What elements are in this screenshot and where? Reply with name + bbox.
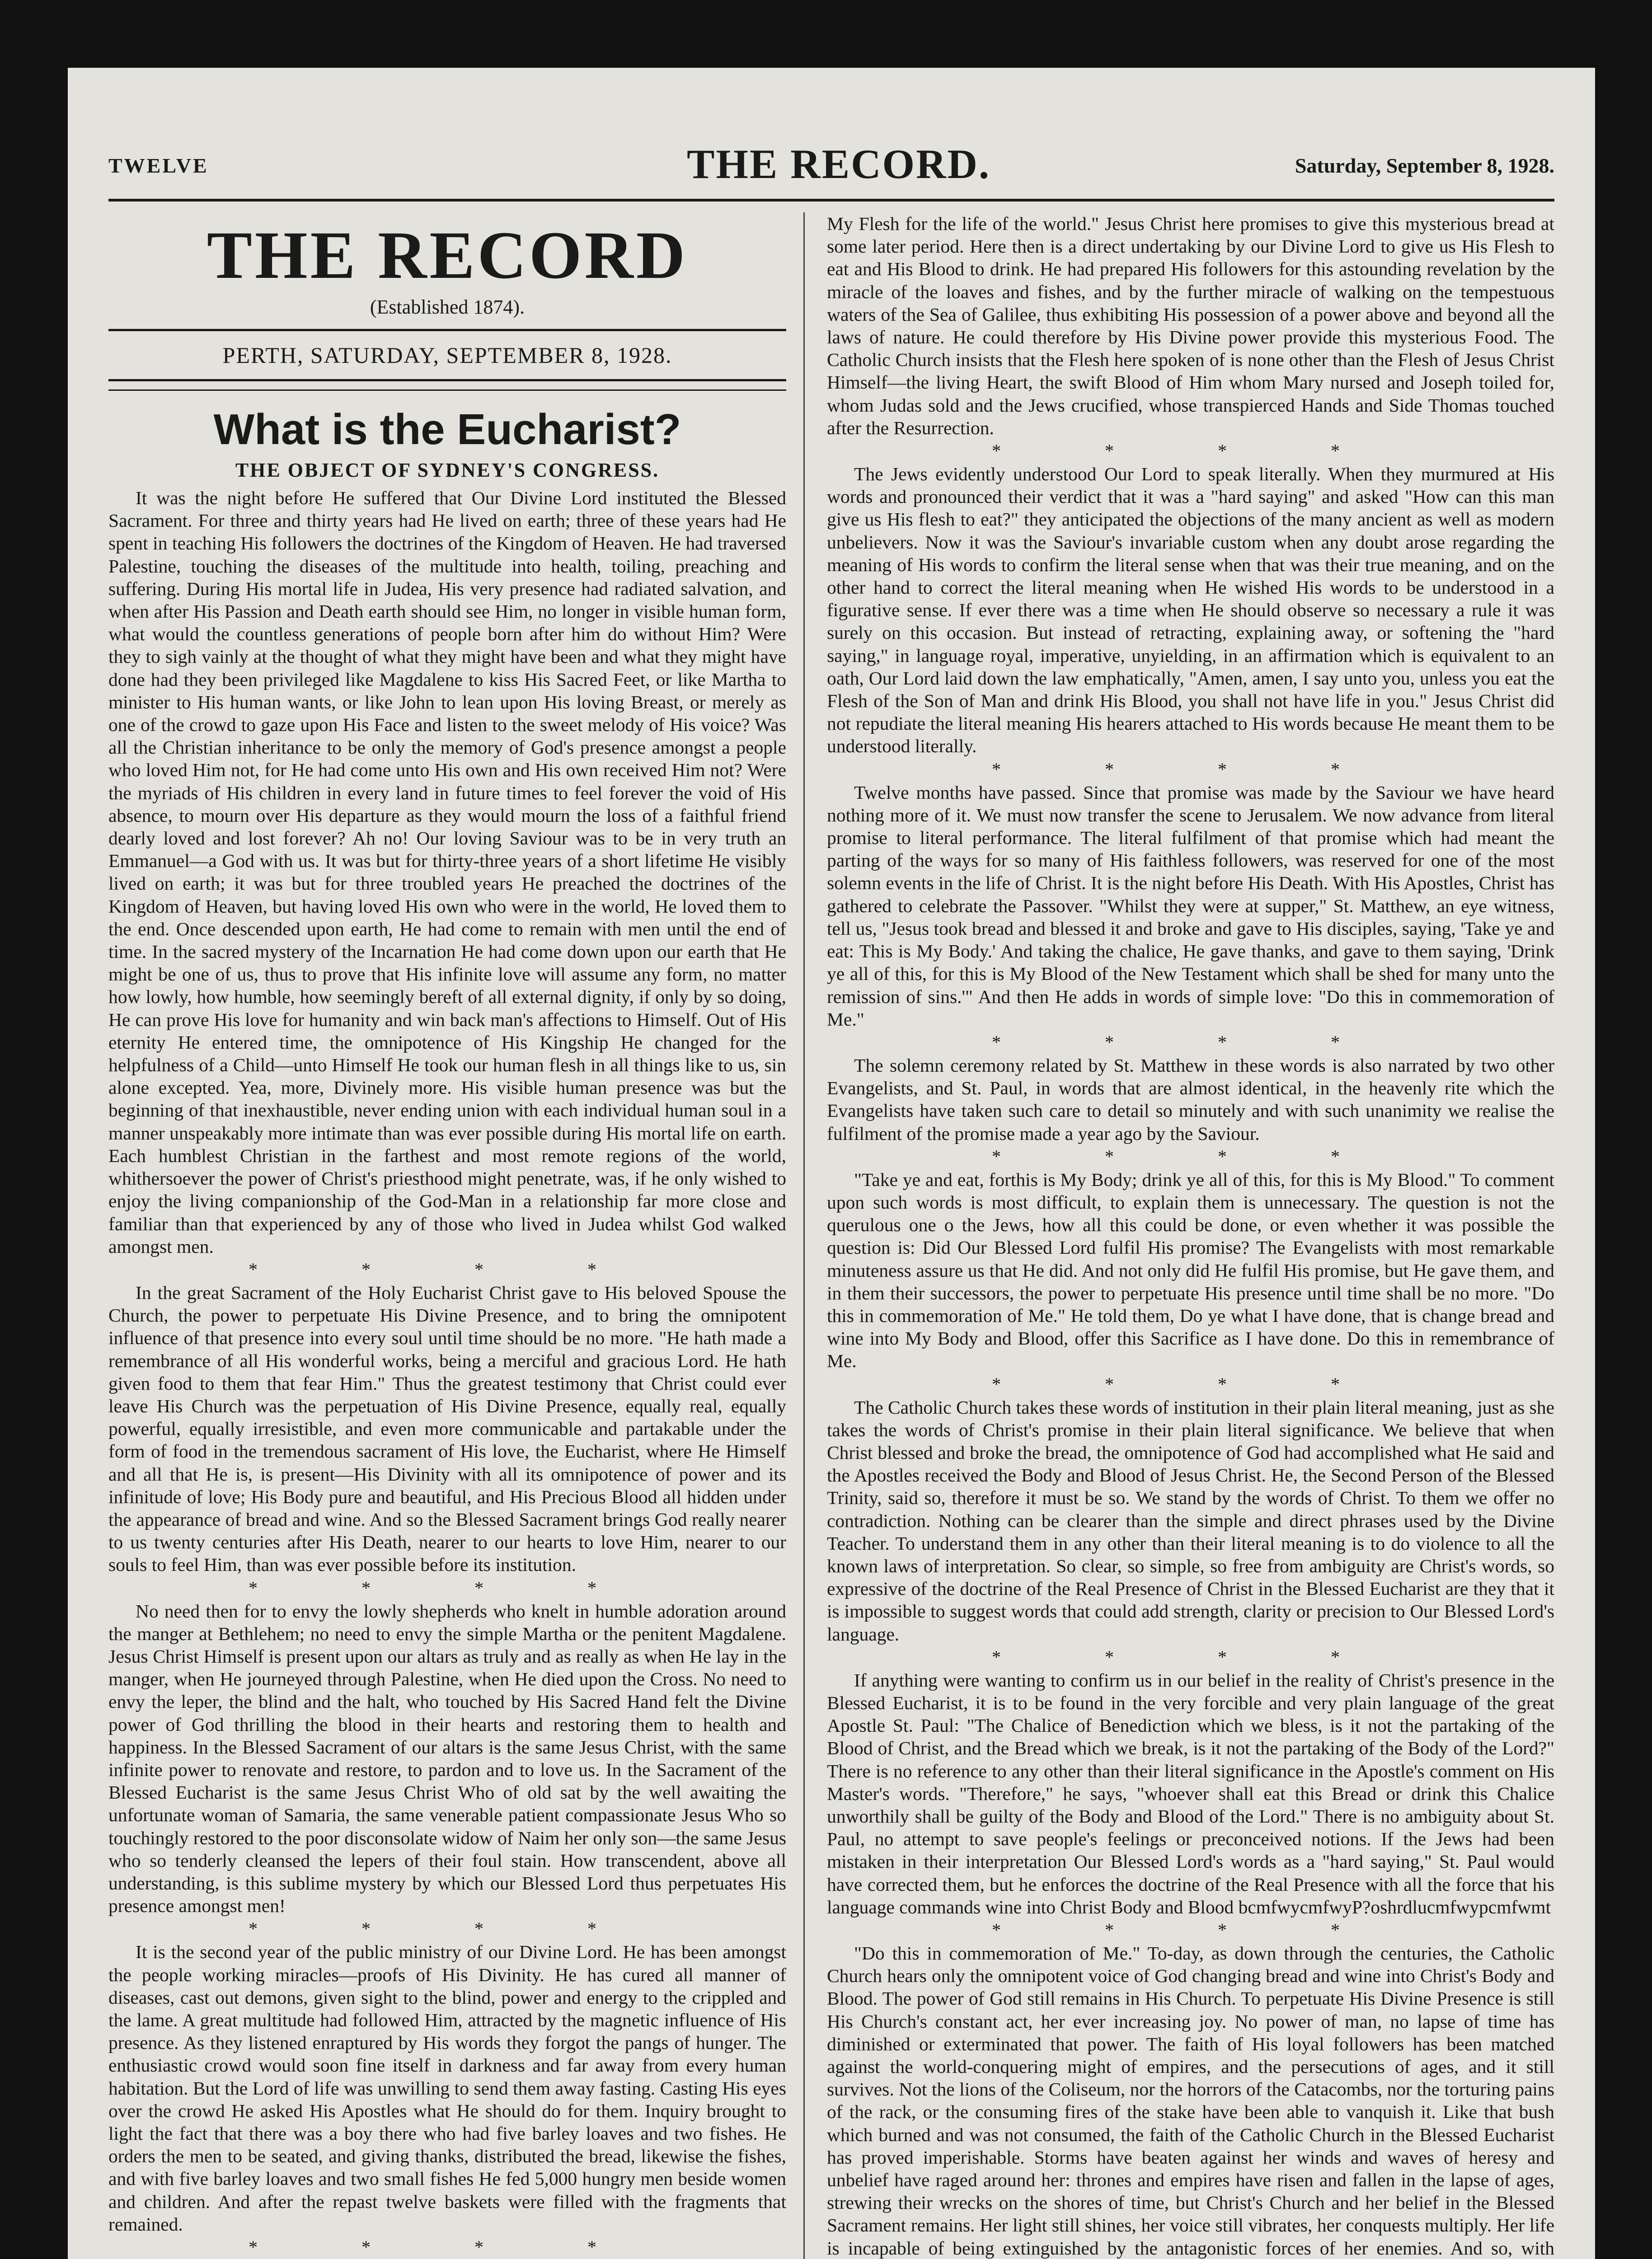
section-separator: * * * * (992, 1646, 1389, 1667)
article-paragraph: It is the second year of the public ministry of our Divine Lord. He has been amongst the people working miracles—proofs of His Divinity. He has cured all manner of diseases, cast out demons, given sight to the blind, power and energy to the crippled and the lame. A great multitude had followed Him, attracted by the magnetic influence of His presence. As they listened enraptured by His words they forgot the pangs of hunger. The enthusiastic crowd would soon fine itself in darkness and far away from every human habitation. But the Lord of life was unwilling to send them away fasting. Casting His eyes over the crowd He asked His Apostles what He should do for them. Inquiry brought to light the fact that there was a boy there who had five barley loaves and two fishes. He orders the men to be seated, and giving thanks, distributed the bread, likewise the fishes, and with five barley loaves and two small fishes He fed 5,000 hungry men beside women and children. And after the repast twelve baskets were filled with the fragments that remained. (108, 1941, 786, 2235)
masthead-title: THE RECORD (206, 218, 688, 293)
article-paragraph: If anything were wanting to confirm us in our belief in the reality of Christ's presence in the Blessed Eucharist, it is to be found in the very forcible and very plain language of the great Apostle St. Paul: "The Chalice of Benediction which we bless, is it not the partaking of the Blood of Christ, and the Bread which we break, is it not the partaking of the Body of the Lord?" There is no reference to any other than their literal significance in the Apostle's comment on His Master's words. "Therefore," he says, "whoever shall eat this Bread or drink this Chalice unworthily shall be guilty of the Body and Blood of the Lord." There is no ambiguity about St. Paul, no attempt to save people's feelings or preconceived notions. If the Jews had been mistaken in their interpretation Our Blessed Lord's words as a "hard saying," St. Paul would have corrected them, but he enforces the doctrine of the Real Presence with all the force that his language commands wine into Christ Body and Blood bcmfwycmfwyP?oshrdlucmfwypcmfwmt (827, 1669, 1554, 1917)
page-number: TWELVE (108, 154, 209, 177)
section-separator: * * * * (992, 1920, 1389, 1940)
article-paragraph: The Catholic Church takes these words of institution in their plain literal meaning, just as she takes the words of Christ's promise in their plain literal significance. We believe that when Christ blessed and broke the bread, the omnipotence of God had accomplished what He said and the Apostles received the Body and Blood of Jesus Christ. He, the Second Person of the Blessed Trinity, said so, therefore it must be so. We stand by the words of Christ. To them we offer no contradiction. Nothing can be clearer than the simple and direct phrases used by the Divine Teacher. To understand them in any other than their literal meaning is to do violence to all the known laws of interpretation. So clear, so simple, so free from ambiguity are Christ's words, so expressive of the doctrine of the Real Presence of Christ in the Blessed Eucharist are they that it is impossible to suggest words that could add strength, clarity or precision to Our Blessed Lord's language. (827, 1397, 1554, 1645)
running-date: Saturday, September 8, 1928. (1295, 154, 1554, 177)
top-rule (108, 199, 1554, 202)
section-separator: * * * * (249, 1259, 646, 1279)
left-column (108, 212, 786, 2259)
section-separator: * * * * (992, 759, 1389, 779)
article-paragraph: My Flesh for the life of the world." Jesus Christ here promises to give this mysterious bread at some later period. Here then is a direct undertaking by our Divine Lord to give us His Flesh to eat and His Blood to drink. He had prepared His followers for this astounding revelation by the miracle of the loaves and fishes, and by the further miracle of walking on the tempestuous waters of the Sea of Galilee, thus exhibiting His possession of a power above and beyond all the laws of nature. He could therefore by His Divine power provide this mysterious Food. The Catholic Church insists that the Flesh here spoken of is none other than the Flesh of Jesus Christ Himself—the living Heart, the swift Blood of Him whom Mary nursed and Joseph toiled for, whom Judas sold and the Jews crucified, whose transpierced Hands and Side Thomas touched after the Resurrection. (827, 213, 1554, 438)
section-separator: * * * * (992, 441, 1389, 461)
article-paragraph: It was the night before He suffered that Our Divine Lord instituted the Blessed Sacrament. For three and thirty years had He lived on earth; three of these years had He spent in teaching His followers the doctrines of the Kingdom of Heaven. He had traversed Palestine, touching the diseases of the multitude into health, toiling, preaching and suffering. During His mortal life in Judea, His very presence had radiated salvation, and when after His Passion and Death earth should see Him, no longer in visible human form, what would the countless generations of people born after him do without Him? Were they to sigh vainly at the thought of what they might have been and what they might have done had they been privileged like Magdalene to kiss His Sacred Feet, or like Martha to minister to His human wants, or like John to lean upon His loving Breast, or merely as one of the crowd to gaze upon His Face and listen to the sweet melody of His voice? Was all the Christian inheritance to be only the memory of God's presence amongst a people who loved Him not, for He had come unto His own and His own received Him not? Were the myriads of His children in every land in future times to feel forever the void of His absence, to mourn over His departure as they would mourn the loss of a faithful friend dearly loved and lost forever? Ah no! Our loving Saviour was to be in very truth an Emmanuel—a God with us. It was but for thirty-three years of a short lifetime He visibly lived on earth; it was but for three troubled years He preached the doctrines of the Kingdom of Heaven, but having loved His own who were in the world, He loved them to the end. Once descended upon earth, He had come to remain with men until the end of time. In the sacred mystery of the Incarnation He had come down upon our earth that He might be one of us, thus to prove that His infinite love will assume any form, no matter how lowly, how humble, how seemingly bereft of all external dignity, if only by so doing, He can prove His love for humanity and win back man's affections to Himself. Out of His eternity He entered time, the omnipotence of His Kingship He changed for the helpfulness of a Child—unto Himself He took our human flesh in all things like to us, sin alone excepted. Yea, more, Divinely more. His visible human presence was but the beginning of that inexhaustible, never ending union with each individual human soul in a manner unspeakably more intimate than was ever possible during His mortal life on earth. Each humblest Christian in the farthest and most remote regions of the world, whithersoever the power of Christ's priesthood might penetrate, was, if he only wished to enjoy the living companionship of the God-Man in a relationship far more close and familiar than that experienced by any of those who lived in Judea whilst God walked amongst men. (108, 487, 786, 1257)
dateline-rule-thin (108, 389, 786, 391)
article-paragraph: "Do this in commemoration of Me." To-day, as down through the centuries, the Catholic Church hears only the omnipotent voice of God changing bread and wine into Christ's Body and Blood. The power of God still remains in His Church. To perpetuate His Divine Presence is still His Church's constant act, her ever increasing joy. No power of man, no lapse of time has diminished or exterminated that power. The faith of His loyal followers has been matched against the world-conquering might of empires, and the persecutions of ages, and it still survives. Not the lions of the Coliseum, nor the horrors of the Catacombs, nor the torturing pains of the rack, or the consuming fires of the stake have been able to vanquish it. Like that bush which burned and was not consumed, the faith of the Catholic Church in the Blessed Eucharist has proved imperishable. Storms have beaten against her winds and waves of heresy and unbelief have raged around her: thrones and empires have risen and fallen in the lapse of ages, strewing their wrecks on the shores of time, but Christ's Church and her belief in the Blessed Sacrament remains. Her light still shines, her voice still vibrates, her conquests multiply. Her life is incapable of being extinguished by the antagonistic forces of her enemies. And so, with (827, 1943, 1554, 2259)
article-paragraph: In the great Sacrament of the Holy Eucharist Christ gave to His beloved Spouse the Church, the power to perpetuate His Divine Presence, and to bring the omnipotent influence of that presence into every soul until time should be no more. "He hath made a remembrance of all His wonderful works, being a merciful and gracious Lord. He hath given food to them that fear Him." Thus the greatest testimony that Christ could ever leave His Church was the perpetuation of His Divine Presence, equally real, equally powerful, equally irresistible, and even more communicable and partakable under the form of food in the tremendous sacrament of His love, the Eucharist, where He Himself and all that He is, is present—His Divinity with all its omnipotence of power and its infinitude of love; His Body pure and beautiful, and His Precious Blood all hidden under the appearance of bread and wine. And so the Blessed Sacrament brings God really nearer to us twenty centuries after His Death, nearer to our hearts to love Him, nearer to our souls to feel Him, than was ever possible before its institution. (108, 1282, 786, 1575)
section-separator: * * * * (992, 1146, 1389, 1167)
section-separator: * * * * (249, 2237, 646, 2258)
running-head (108, 140, 1554, 194)
running-paper-name: THE RECORD. (687, 141, 990, 187)
article-paragraph: The solemn ceremony related by St. Matthew in these words is also narrated by two other Evangelists, and St. Paul, in words that are almost identical, in the heavenly rite which the Evangelists have taken such care to detail so minutely and with such unanimity we realise the fulfilment of the promise made a year ago by the Saviour. (827, 1055, 1554, 1144)
article-subhead: THE OBJECT OF SYDNEY'S CONGRESS. (235, 459, 660, 481)
section-separator: * * * * (249, 1577, 646, 1598)
masthead-established: (Established 1874). (370, 296, 525, 318)
masthead (108, 217, 786, 321)
article-paragraph: Twelve months have passed. Since that promise was made by the Saviour we have heard nothing more of it. We must now transfer the scene to Jerusalem. We now advance from literal promise to literal performance. The literal fulfilment of that promise which had meant the parting of the ways for so many of His faithless followers, was reserved for one of the most solemn events in the life of Christ. It is the night before His Death. With His Apostles, Christ has gathered to celebrate the Passover. "Whilst they were at supper," St. Matthew, an eye witness, tell us, "Jesus took bread and blessed it and broke and gave to His disciples, saying, 'Take ye and eat: This is My Body.' And taking the chalice, He gave thanks, and gave to them saying, 'Drink ye all of this, for this is My Blood of the New Testament which shall be shed for many unto the remission of sins.'" And then He adds in words of simple love: "Do this in commemoration of Me." (827, 782, 1554, 1030)
section-separator: * * * * (992, 1373, 1389, 1394)
dateline-rule (108, 379, 786, 381)
newspaper-page (68, 68, 1595, 2259)
column-divider (803, 212, 805, 2259)
masthead-rule (108, 329, 786, 331)
article-paragraph: "Take ye and eat, forthis is My Body; drink ye all of this, for this is My Blood." To comment upon such words is most difficult, to explain them is unnecessary. The question is not the querulous one o the Jews, how all this could be done, or even whether it was possible the question is: Did Our Blessed Lord fulfil His promise? The Evangelists with most remarkable minuteness assure us that He did. And not only did He fulfil His promise, but He gave them, and in them their successors, the power to perpetuate His presence until time shall be no more. "Do this in commemoration of Me." He told them, Do ye what I have done, that is change bread and wine into My Body and Blood, offer this Sacrifice as I have done. Do this in remembrance of Me. (827, 1169, 1554, 1372)
section-separator: * * * * (992, 1031, 1389, 1052)
dateline: PERTH, SATURDAY, SEPTEMBER 8, 1928. (222, 342, 672, 368)
right-column (827, 212, 1554, 2259)
section-separator: * * * * (249, 1918, 646, 1939)
article-headline: What is the Eucharist? (213, 405, 681, 454)
article-paragraph: The Jews evidently understood Our Lord to speak literally. When they murmured at His words and pronounced their verdict that it was a "hard saying" and asked "How can this man give us His flesh to eat?" they anticipated the objections of the many ancient as well as modern unbelievers. Now it was the Saviour's invariable custom when any doubt arose regarding the meaning of His words to confirm the literal sense when that was their true meaning, and on the other hand to correct the literal meaning when He wished His words to be understood in a figurative sense. If ever there was a time when He should observe so necessary a rule it was surely on this occasion. But instead of retracting, explaining away, or softening the "hard saying," in language royal, imperative, unyielding, in an affirmation which is equivalent to an oath, Our Lord laid down the law emphatically, "Amen, amen, I say unto you, unless you eat the Flesh of the Son of Man and drink His Blood, you shall not have life in you." Jesus Christ did not repudiate the literal meaning His hearers attached to His words because He meant them to be understood literally. (827, 464, 1554, 757)
article-paragraph: No need then for to envy the lowly shepherds who knelt in humble adoration around the manger at Bethlehem; no need to envy the simple Martha or the penitent Magdalene. Jesus Christ Himself is present upon our altars as truly and as really as when He lay in the manger, when He journeyed through Palestine, when He died upon the Cross. No need to envy the leper, the blind and the halt, who touched by His Sacred Hand felt the Divine power of God thrilling the blood in their hearts and restoring them to health and happiness. In the Blessed Sacrament of our altars is the same Jesus Christ, with the same infinite power to renovate and restore, to pardon and to love us. In the Sacrament of the Blessed Eucharist is the same Jesus Christ Who of old sat by the well awaiting the unfortunate woman of Samaria, the same venerable patient compassionate Jesus Who so touchingly restored to the poor disconsolate widow of Naim her only son—the same Jesus who so tenderly cleansed the lepers of their foul stain. How transcendent, above all understanding, is this sublime mystery by which our Blessed Lord thus perpetuates His presence amongst men! (108, 1600, 786, 1917)
